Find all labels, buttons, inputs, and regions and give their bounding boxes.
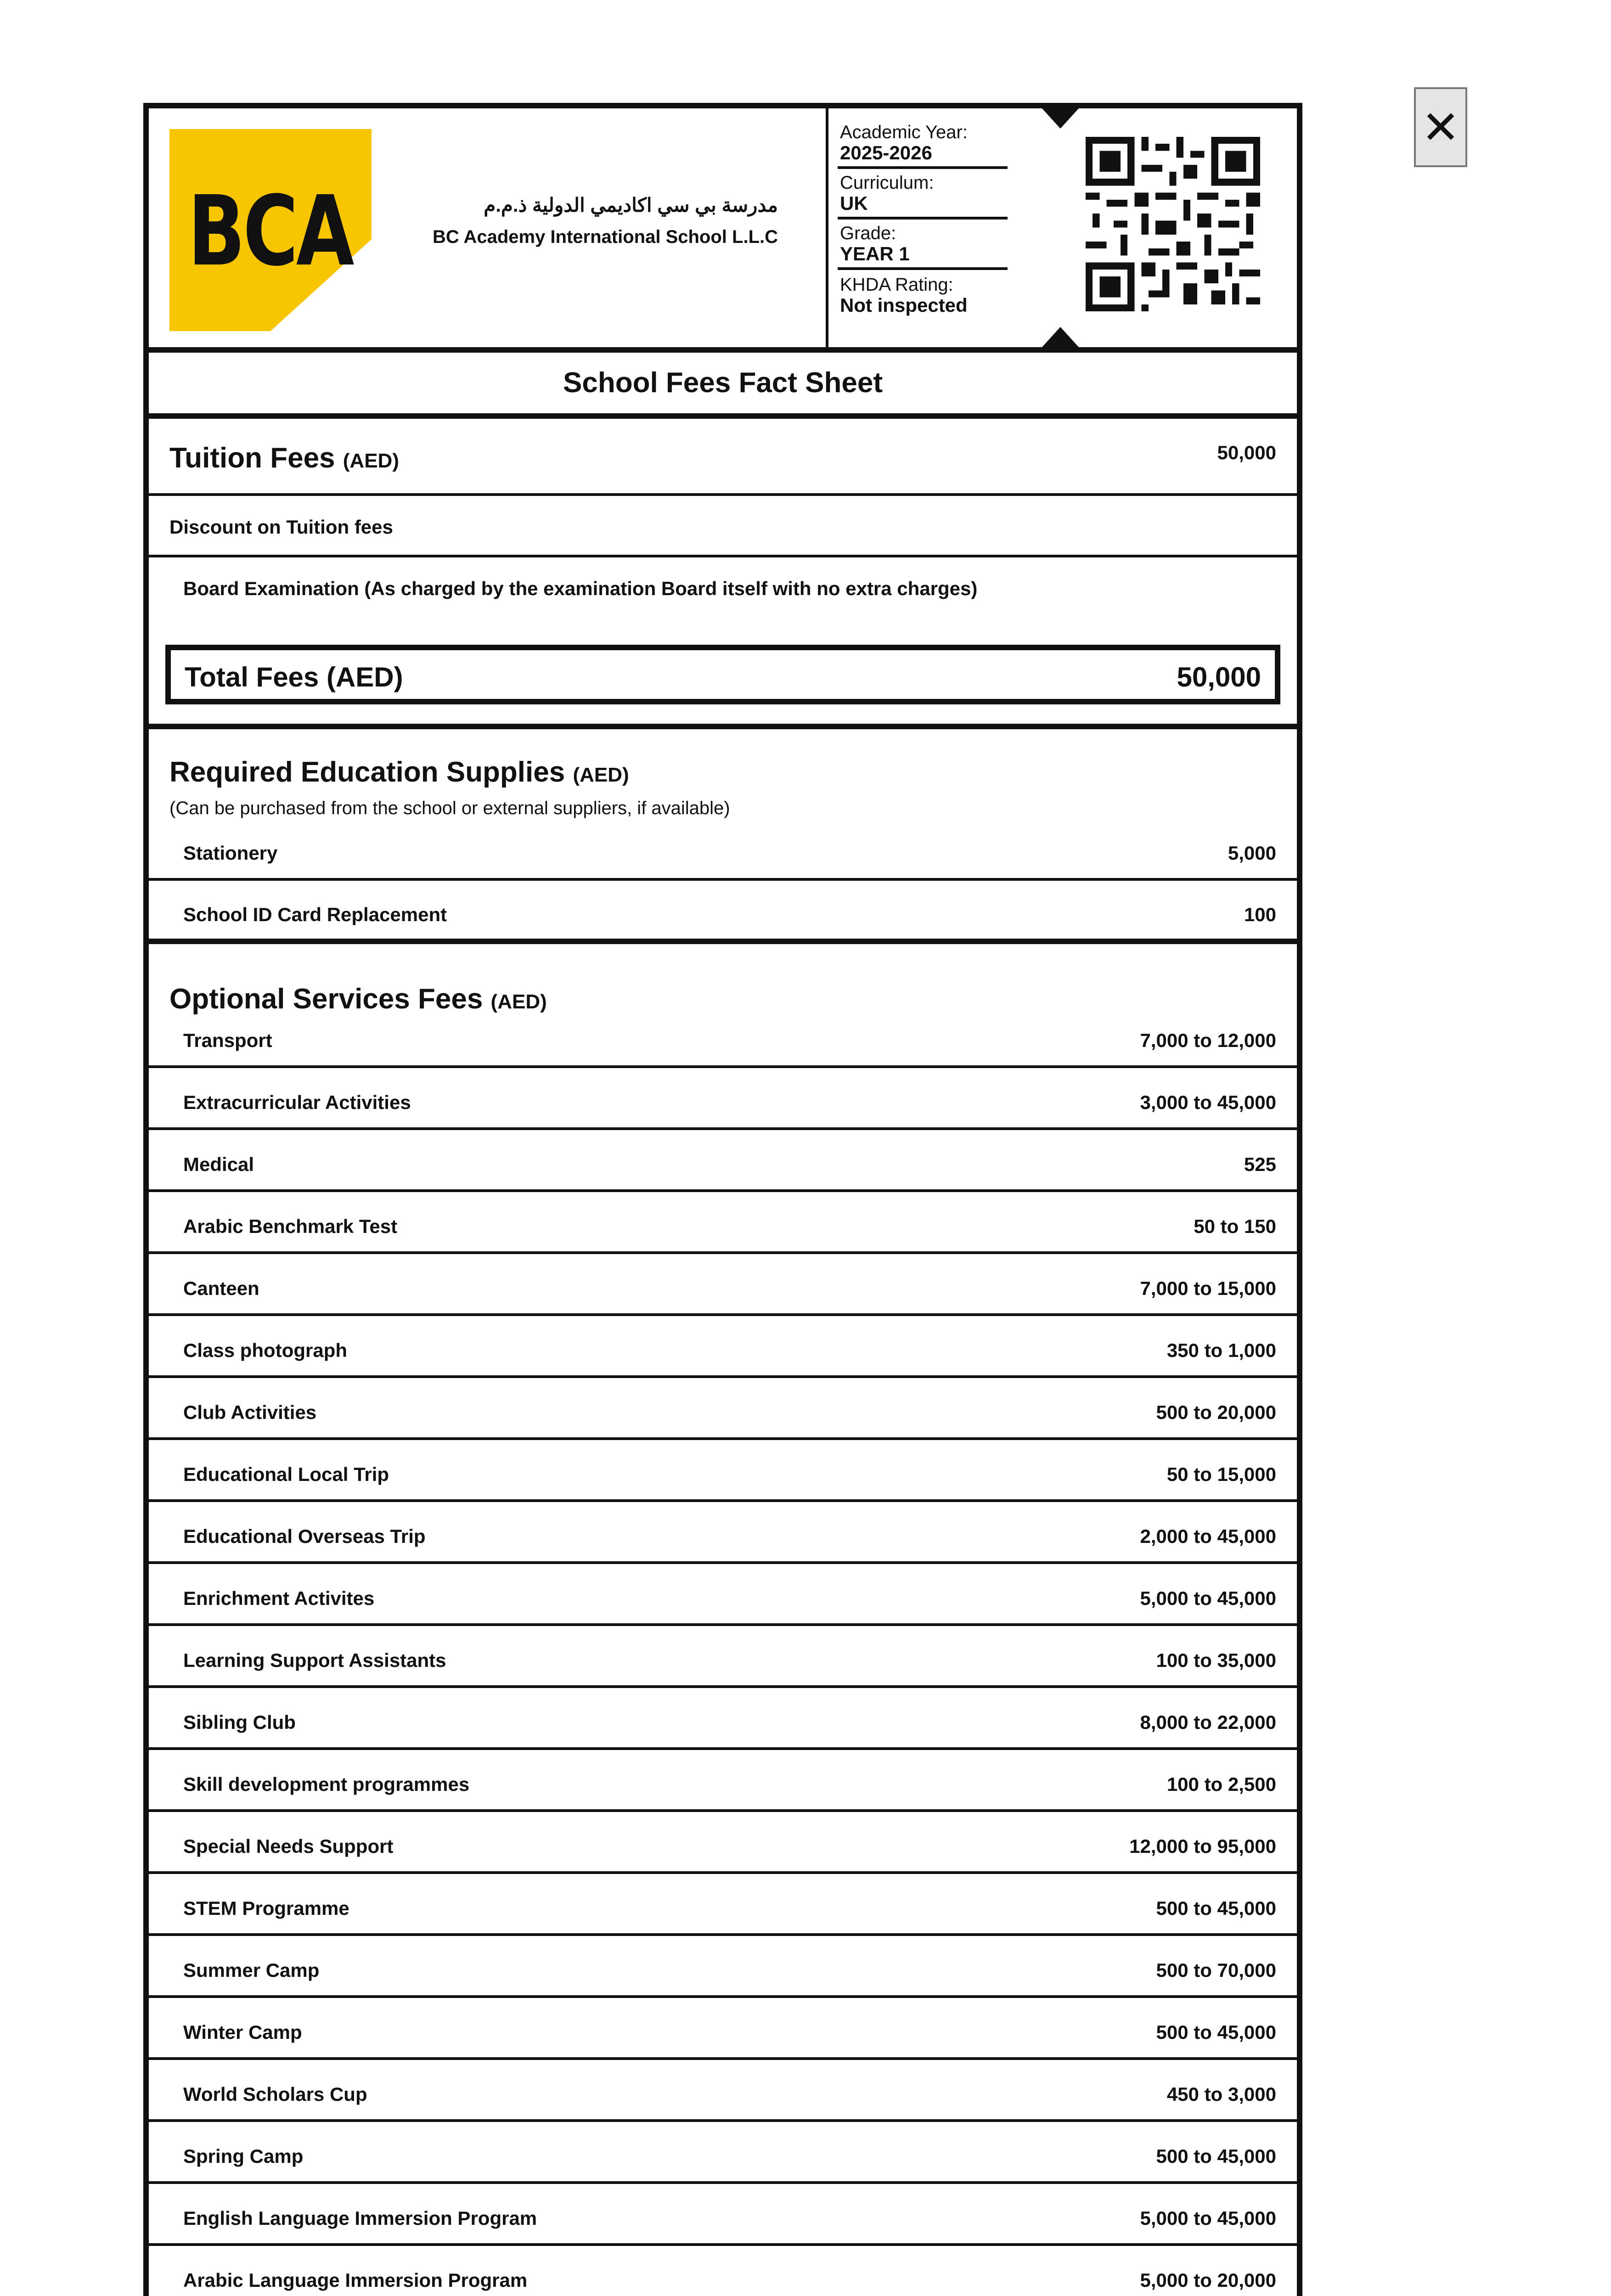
total-fees-value: 50,000 [1177, 662, 1261, 692]
optional-service-label: Educational Overseas Trip [183, 1525, 426, 1547]
optional-service-label: Spring Camp [183, 2145, 304, 2167]
optional-service-label: Arabic Language Immersion Program [183, 2269, 528, 2291]
total-fees-box [165, 645, 1280, 704]
ticket-notch-top [1042, 108, 1079, 129]
supply-label: School ID Card Replacement [183, 904, 447, 925]
tuition-heading: Tuition Fees (AED) [169, 442, 399, 474]
optional-service-label: Winter Camp [183, 2021, 302, 2043]
optional-service-value: 7,000 to 12,000 [1140, 1030, 1276, 1051]
row-divider [149, 1933, 1297, 1936]
optional-service-label: English Language Immersion Program [183, 2207, 537, 2229]
optional-service-value: 450 to 3,000 [1166, 2083, 1276, 2105]
academic-year-info: Academic Year: 2025-2026 [840, 122, 968, 163]
row-divider [149, 1499, 1297, 1502]
row-divider [149, 1375, 1297, 1378]
row-divider [149, 1251, 1297, 1254]
school-name-english: BC Academy International School L.L.C [433, 227, 778, 247]
optional-service-value: 3,000 to 45,000 [1140, 1092, 1276, 1113]
row-divider [149, 1561, 1297, 1564]
discount-label: Discount on Tuition fees [169, 516, 393, 538]
row-divider [149, 1127, 1297, 1130]
optional-service-label: Extracurricular Activities [183, 1092, 411, 1113]
optional-service-value: 100 to 2,500 [1166, 1773, 1276, 1795]
row-divider [149, 1809, 1297, 1812]
row-divider [149, 1313, 1297, 1316]
row-divider [149, 1189, 1297, 1192]
optional-service-value: 525 [1244, 1154, 1276, 1175]
supplies-heading: Required Education Supplies (AED) [169, 756, 629, 788]
row-divider [149, 1747, 1297, 1750]
optional-service-value: 5,000 to 20,000 [1140, 2269, 1276, 2291]
khda-rating-info: KHDA Rating: Not inspected [840, 275, 968, 316]
optional-service-value: 5,000 to 45,000 [1140, 2207, 1276, 2229]
optional-service-label: World Scholars Cup [183, 2083, 367, 2105]
row-divider [149, 1437, 1297, 1440]
fact-sheet [143, 103, 1302, 2296]
optional-service-value: 100 to 35,000 [1156, 1649, 1276, 1671]
optional-service-label: Transport [183, 1030, 272, 1051]
row-divider [149, 1995, 1297, 1998]
optional-service-value: 8,000 to 22,000 [1140, 1711, 1276, 1733]
sheet-title: School Fees Fact Sheet [563, 367, 883, 399]
optional-service-label: Special Needs Support [183, 1835, 394, 1857]
optional-service-value: 500 to 70,000 [1156, 1959, 1276, 1981]
total-fees-label: Total Fees (AED) [185, 662, 403, 692]
close-icon: ✕ [1421, 102, 1460, 153]
row-divider [149, 1623, 1297, 1626]
optional-service-label: Club Activities [183, 1401, 317, 1423]
row-divider [149, 1871, 1297, 1874]
school-logo: BCA [169, 129, 372, 331]
optional-service-label: Medical [183, 1154, 254, 1175]
row-divider [149, 2057, 1297, 2060]
optional-service-label: Skill development programmes [183, 1773, 470, 1795]
row-divider [149, 2243, 1297, 2246]
optional-service-value: 350 to 1,000 [1166, 1339, 1276, 1361]
optional-service-value: 5,000 to 45,000 [1140, 1587, 1276, 1609]
optional-service-value: 500 to 20,000 [1156, 1401, 1276, 1423]
optional-service-value: 2,000 to 45,000 [1140, 1525, 1276, 1547]
grade-info: Grade: YEAR 1 [840, 223, 910, 264]
qr-code-icon [1086, 137, 1260, 311]
header-divider [826, 108, 828, 347]
optional-service-value: 50 to 150 [1194, 1216, 1276, 1237]
row-divider [149, 2119, 1297, 2122]
optional-service-label: Enrichment Activites [183, 1587, 375, 1609]
row-divider [149, 1685, 1297, 1688]
optional-service-value: 12,000 to 95,000 [1129, 1835, 1276, 1857]
optional-service-value: 500 to 45,000 [1156, 2145, 1276, 2167]
row-divider [149, 2181, 1297, 2184]
row-divider [149, 1065, 1297, 1068]
supply-label: Stationery [183, 842, 278, 864]
supply-value: 5,000 [1228, 842, 1276, 864]
optional-service-label: Sibling Club [183, 1711, 296, 1733]
school-name-arabic: مدرسة بي سي اكاديمي الدولية ذ.م.م [484, 194, 778, 216]
optional-service-label: STEM Programme [183, 1897, 349, 1919]
board-exam-label: Board Examination (As charged by the examination Board itself with no extra charges) [183, 578, 978, 599]
optional-service-value: 500 to 45,000 [1156, 1897, 1276, 1919]
optional-service-label: Class photograph [183, 1339, 348, 1361]
optional-service-label: Summer Camp [183, 1959, 320, 1981]
optional-service-value: 500 to 45,000 [1156, 2021, 1276, 2043]
supplies-note: (Can be purchased from the school or external suppliers, if available) [169, 798, 730, 818]
optional-heading: Optional Services Fees (AED) [169, 983, 547, 1015]
optional-service-label: Canteen [183, 1277, 259, 1299]
curriculum-info: Curriculum: UK [840, 173, 934, 214]
tuition-amount: 50,000 [1217, 442, 1276, 463]
supply-value: 100 [1244, 904, 1276, 925]
optional-service-label: Learning Support Assistants [183, 1649, 446, 1671]
close-button[interactable] [1414, 87, 1467, 167]
optional-service-label: Arabic Benchmark Test [183, 1216, 398, 1237]
optional-service-value: 50 to 15,000 [1166, 1463, 1276, 1485]
optional-service-value: 7,000 to 15,000 [1140, 1277, 1276, 1299]
optional-service-label: Educational Local Trip [183, 1463, 389, 1485]
ticket-notch-bottom [1042, 327, 1079, 347]
